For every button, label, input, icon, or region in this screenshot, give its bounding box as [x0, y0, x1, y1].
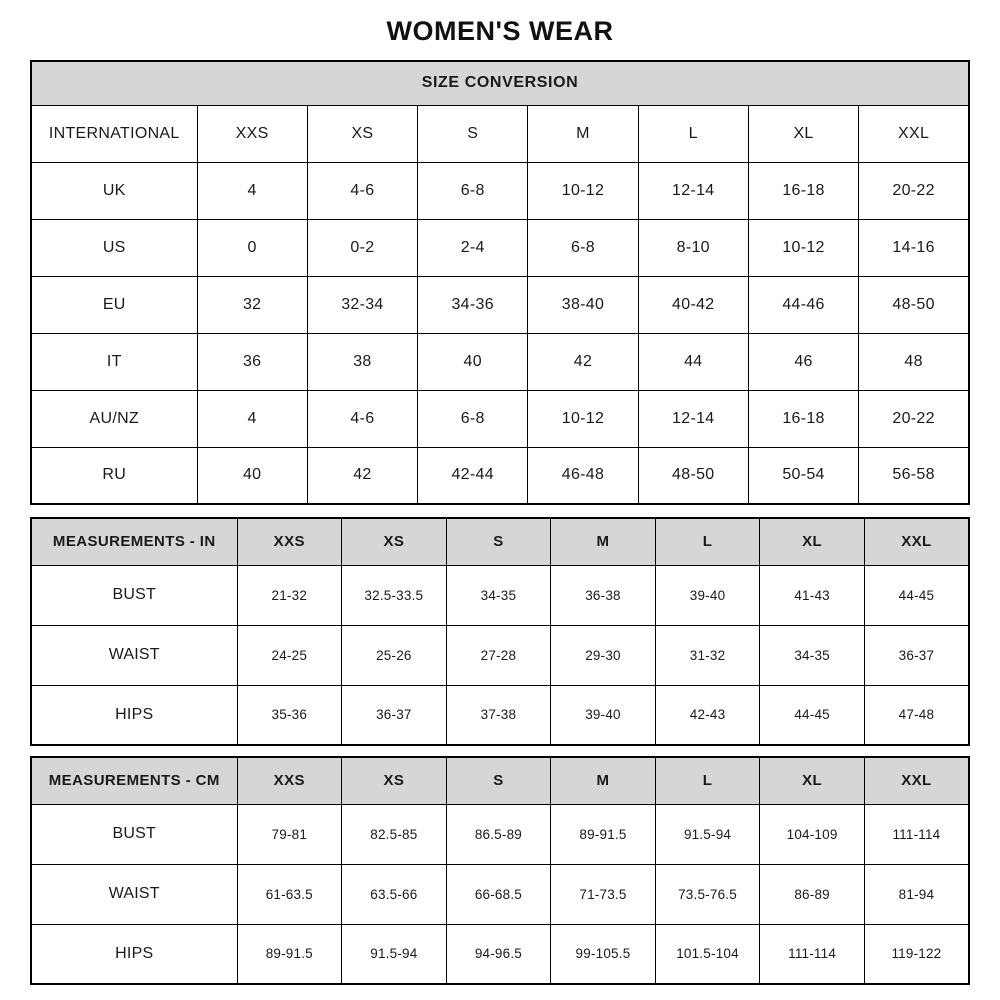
row-label: US — [31, 219, 197, 276]
column-header: XL — [760, 518, 865, 565]
table-row — [31, 864, 969, 924]
size-cell: 8-10 — [638, 219, 748, 276]
header-row — [31, 757, 969, 804]
measure-cell: 24-25 — [237, 625, 342, 685]
size-cell: 36 — [197, 333, 307, 390]
column-header: XXL — [859, 105, 969, 162]
measure-cell: 81-94 — [864, 864, 969, 924]
size-cell: 12-14 — [638, 162, 748, 219]
size-conversion-title: SIZE CONVERSION — [31, 61, 969, 105]
measure-cell: 35-36 — [237, 685, 342, 745]
measure-cell: 86-89 — [760, 864, 865, 924]
size-cell: 44-46 — [748, 276, 858, 333]
measure-cell: 71-73.5 — [551, 864, 656, 924]
size-cell: 34-36 — [418, 276, 528, 333]
size-cell: 50-54 — [748, 447, 858, 504]
table-row — [31, 219, 969, 276]
measure-cell: 119-122 — [864, 924, 969, 984]
size-cell: 56-58 — [859, 447, 969, 504]
column-header: L — [655, 518, 760, 565]
size-cell: 42 — [307, 447, 417, 504]
column-header: INTERNATIONAL — [31, 105, 197, 162]
column-header: XXS — [197, 105, 307, 162]
size-cell: 14-16 — [859, 219, 969, 276]
size-cell: 20-22 — [859, 390, 969, 447]
size-cell: 40-42 — [638, 276, 748, 333]
measurements-cm-table — [30, 756, 970, 985]
measurements-in-title: MEASUREMENTS - IN — [31, 518, 237, 565]
table-row — [31, 447, 969, 504]
measure-cell: 101.5-104 — [655, 924, 760, 984]
measure-cell: 34-35 — [446, 565, 551, 625]
row-label: BUST — [31, 565, 237, 625]
measure-cell: 34-35 — [760, 625, 865, 685]
size-cell: 6-8 — [528, 219, 638, 276]
measure-cell: 63.5-66 — [342, 864, 447, 924]
size-cell: 4-6 — [307, 162, 417, 219]
size-cell: 46-48 — [528, 447, 638, 504]
measure-cell: 25-26 — [342, 625, 447, 685]
measure-cell: 61-63.5 — [237, 864, 342, 924]
column-header: L — [638, 105, 748, 162]
column-header: XS — [307, 105, 417, 162]
measure-cell: 32.5-33.5 — [342, 565, 447, 625]
column-header: XL — [760, 757, 865, 804]
size-cell: 10-12 — [528, 390, 638, 447]
measure-cell: 86.5-89 — [446, 804, 551, 864]
size-cell: 16-18 — [748, 390, 858, 447]
size-cell: 20-22 — [859, 162, 969, 219]
measure-cell: 79-81 — [237, 804, 342, 864]
size-cell: 46 — [748, 333, 858, 390]
column-header: S — [446, 757, 551, 804]
measure-cell: 37-38 — [446, 685, 551, 745]
measure-cell: 47-48 — [864, 685, 969, 745]
measure-cell: 39-40 — [551, 685, 656, 745]
column-header: XL — [748, 105, 858, 162]
measure-cell: 21-32 — [237, 565, 342, 625]
column-header: L — [655, 757, 760, 804]
size-cell: 32 — [197, 276, 307, 333]
measure-cell: 36-37 — [342, 685, 447, 745]
size-cell: 48-50 — [859, 276, 969, 333]
size-cell: 48 — [859, 333, 969, 390]
table-row — [31, 162, 969, 219]
measure-cell: 94-96.5 — [446, 924, 551, 984]
table-row — [31, 565, 969, 625]
table-title-row — [31, 61, 969, 105]
row-label: WAIST — [31, 625, 237, 685]
row-label: HIPS — [31, 685, 237, 745]
row-label: AU/NZ — [31, 390, 197, 447]
size-cell: 38-40 — [528, 276, 638, 333]
size-cell: 42-44 — [418, 447, 528, 504]
measure-cell: 44-45 — [760, 685, 865, 745]
size-cell: 4 — [197, 390, 307, 447]
column-header: XXL — [864, 518, 969, 565]
column-header: M — [551, 518, 656, 565]
column-header: S — [446, 518, 551, 565]
measure-cell: 104-109 — [760, 804, 865, 864]
column-header: S — [418, 105, 528, 162]
measure-cell: 36-37 — [864, 625, 969, 685]
table-row — [31, 924, 969, 984]
column-header: XXS — [237, 518, 342, 565]
table-row — [31, 276, 969, 333]
row-label: IT — [31, 333, 197, 390]
row-label: WAIST — [31, 864, 237, 924]
size-cell: 10-12 — [528, 162, 638, 219]
size-cell: 44 — [638, 333, 748, 390]
row-label: RU — [31, 447, 197, 504]
column-header: XXL — [864, 757, 969, 804]
measure-cell: 29-30 — [551, 625, 656, 685]
size-conversion-table — [30, 60, 970, 505]
measure-cell: 41-43 — [760, 565, 865, 625]
table-row — [31, 333, 969, 390]
measure-cell: 36-38 — [551, 565, 656, 625]
table-row — [31, 685, 969, 745]
measurements-cm-title: MEASUREMENTS - CM — [31, 757, 237, 804]
measure-cell: 39-40 — [655, 565, 760, 625]
column-header: XS — [342, 518, 447, 565]
measure-cell: 91.5-94 — [655, 804, 760, 864]
measure-cell: 27-28 — [446, 625, 551, 685]
row-label: BUST — [31, 804, 237, 864]
size-cell: 32-34 — [307, 276, 417, 333]
size-cell: 6-8 — [418, 162, 528, 219]
measure-cell: 111-114 — [864, 804, 969, 864]
table-row — [31, 390, 969, 447]
measurements-in-table — [30, 517, 970, 746]
measure-cell: 42-43 — [655, 685, 760, 745]
page-title: WOMEN'S WEAR — [386, 16, 614, 46]
size-cell: 40 — [418, 333, 528, 390]
size-cell: 42 — [528, 333, 638, 390]
measure-cell: 44-45 — [864, 565, 969, 625]
column-header: M — [551, 757, 656, 804]
measure-cell: 31-32 — [655, 625, 760, 685]
column-header: XXS — [237, 757, 342, 804]
row-label: UK — [31, 162, 197, 219]
size-cell: 10-12 — [748, 219, 858, 276]
measure-cell: 111-114 — [760, 924, 865, 984]
size-cell: 12-14 — [638, 390, 748, 447]
measure-cell: 89-91.5 — [551, 804, 656, 864]
header-row — [31, 518, 969, 565]
size-cell: 38 — [307, 333, 417, 390]
measure-cell: 73.5-76.5 — [655, 864, 760, 924]
size-cell: 16-18 — [748, 162, 858, 219]
measure-cell: 82.5-85 — [342, 804, 447, 864]
measure-cell: 66-68.5 — [446, 864, 551, 924]
measure-cell: 99-105.5 — [551, 924, 656, 984]
table-row — [31, 804, 969, 864]
size-cell: 0-2 — [307, 219, 417, 276]
column-header: M — [528, 105, 638, 162]
size-cell: 4-6 — [307, 390, 417, 447]
row-label: EU — [31, 276, 197, 333]
column-header: XS — [342, 757, 447, 804]
row-label: HIPS — [31, 924, 237, 984]
size-cell: 48-50 — [638, 447, 748, 504]
table-row — [31, 625, 969, 685]
size-cell: 0 — [197, 219, 307, 276]
size-cell: 2-4 — [418, 219, 528, 276]
size-cell: 4 — [197, 162, 307, 219]
measure-cell: 89-91.5 — [237, 924, 342, 984]
measure-cell: 91.5-94 — [342, 924, 447, 984]
header-row — [31, 105, 969, 162]
size-cell: 40 — [197, 447, 307, 504]
size-cell: 6-8 — [418, 390, 528, 447]
